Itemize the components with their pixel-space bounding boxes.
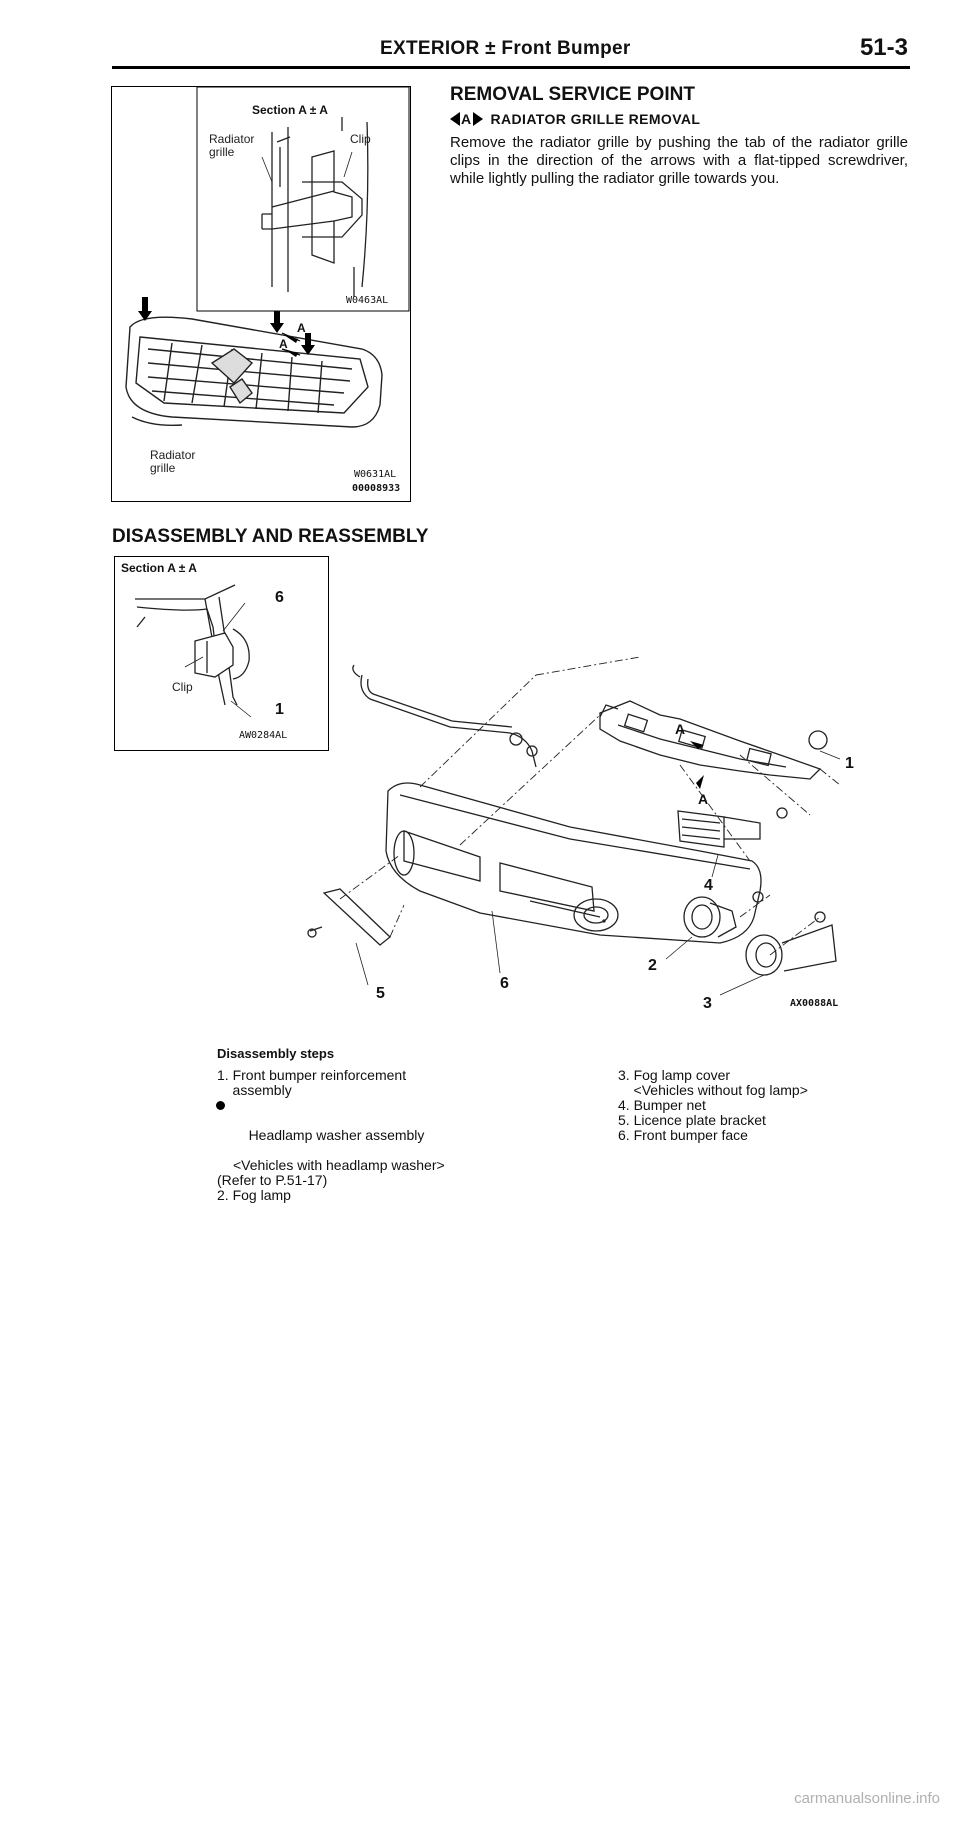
callout-a-lower: A bbox=[698, 791, 709, 807]
inset-section-label: Section A ± A bbox=[121, 561, 197, 575]
service-point-badge-letter: A bbox=[461, 111, 472, 127]
watermark: carmanualsonline.info bbox=[794, 1790, 940, 1807]
steps-left-column bbox=[217, 1068, 445, 1203]
disassembly-steps-title: Disassembly steps bbox=[217, 1046, 335, 1061]
header-rule bbox=[112, 66, 910, 69]
inset-clip-label: Clip bbox=[172, 680, 193, 694]
step-headlamp-washer-condition: <Vehicles with headlamp washer> bbox=[233, 1157, 445, 1173]
bumper-exploded-illustration bbox=[300, 655, 860, 1017]
step-6: 6. Front bumper face bbox=[618, 1127, 748, 1143]
step-5: 5. Licence plate bracket bbox=[618, 1112, 766, 1128]
callout-6: 6 bbox=[500, 975, 509, 992]
service-point-badge bbox=[450, 111, 483, 127]
section-a-a-label: Section A ± A bbox=[252, 103, 328, 117]
radiator-grille-removal-subheading bbox=[450, 111, 700, 127]
section-a-a-inset bbox=[114, 556, 329, 751]
callout-a-upper: A bbox=[297, 321, 306, 335]
step-3: 3. Fog lamp cover bbox=[618, 1067, 731, 1083]
callout-a-lower: A bbox=[279, 337, 288, 351]
steps-right-column bbox=[618, 1068, 808, 1143]
bumper-figure-code: AX0088AL bbox=[790, 998, 839, 1009]
figure-number: 00008933 bbox=[352, 483, 401, 494]
callout-1: 1 bbox=[845, 755, 854, 772]
bumper-exploded-view bbox=[300, 655, 860, 1017]
right-triangle-icon bbox=[473, 112, 483, 126]
removal-service-point-heading: REMOVAL SERVICE POINT bbox=[450, 84, 695, 105]
disassembly-heading: DISASSEMBLY AND REASSEMBLY bbox=[112, 526, 429, 547]
removal-instructions: Remove the radiator grille by pushing the tab of the radiator grille clips in the direction of the arrows with a flat-tipped screwdriver, while lightly pulling the radiator grille towards you. bbox=[450, 134, 908, 187]
left-triangle-icon bbox=[450, 112, 460, 126]
inset-clip-label: Clip bbox=[350, 132, 371, 146]
bullet-icon bbox=[216, 1101, 225, 1110]
subheading-text: RADIATOR GRILLE REMOVAL bbox=[490, 111, 701, 127]
main-figure-code: W0631AL bbox=[354, 469, 397, 480]
callout-2: 2 bbox=[648, 957, 657, 974]
inset-figure-code: W0463AL bbox=[346, 295, 389, 306]
step-3-cont: <Vehicles without fog lamp> bbox=[618, 1082, 808, 1098]
radiator-grille-illustration bbox=[112, 87, 410, 501]
page-header-title: EXTERIOR ± Front Bumper bbox=[380, 38, 631, 59]
clip-section-illustration bbox=[115, 557, 328, 750]
callout-a-upper: A bbox=[675, 721, 686, 737]
step-headlamp-washer-ref: (Refer to P.51-17) bbox=[217, 1172, 328, 1188]
callout-3: 3 bbox=[703, 995, 712, 1012]
step-headlamp-washer: Headlamp washer assembly bbox=[217, 1098, 445, 1158]
step-1-cont: assembly bbox=[217, 1082, 292, 1098]
step-4: 4. Bumper net bbox=[618, 1097, 706, 1113]
inset-radiator-grille-label: Radiator grille bbox=[209, 132, 255, 159]
inset-callout-1: 1 bbox=[275, 701, 284, 718]
radiator-grille-figure bbox=[111, 86, 411, 502]
inset-code: AW0284AL bbox=[239, 730, 288, 741]
callout-5: 5 bbox=[376, 985, 385, 1002]
step-1: 1. Front bumper reinforcement bbox=[217, 1067, 407, 1083]
inset-callout-6: 6 bbox=[275, 589, 284, 606]
callout-4: 4 bbox=[704, 877, 713, 894]
main-radiator-grille-label: Radiator grille bbox=[150, 448, 196, 475]
step-2: 2. Fog lamp bbox=[217, 1187, 291, 1203]
page-number: 51-3 bbox=[859, 34, 908, 61]
